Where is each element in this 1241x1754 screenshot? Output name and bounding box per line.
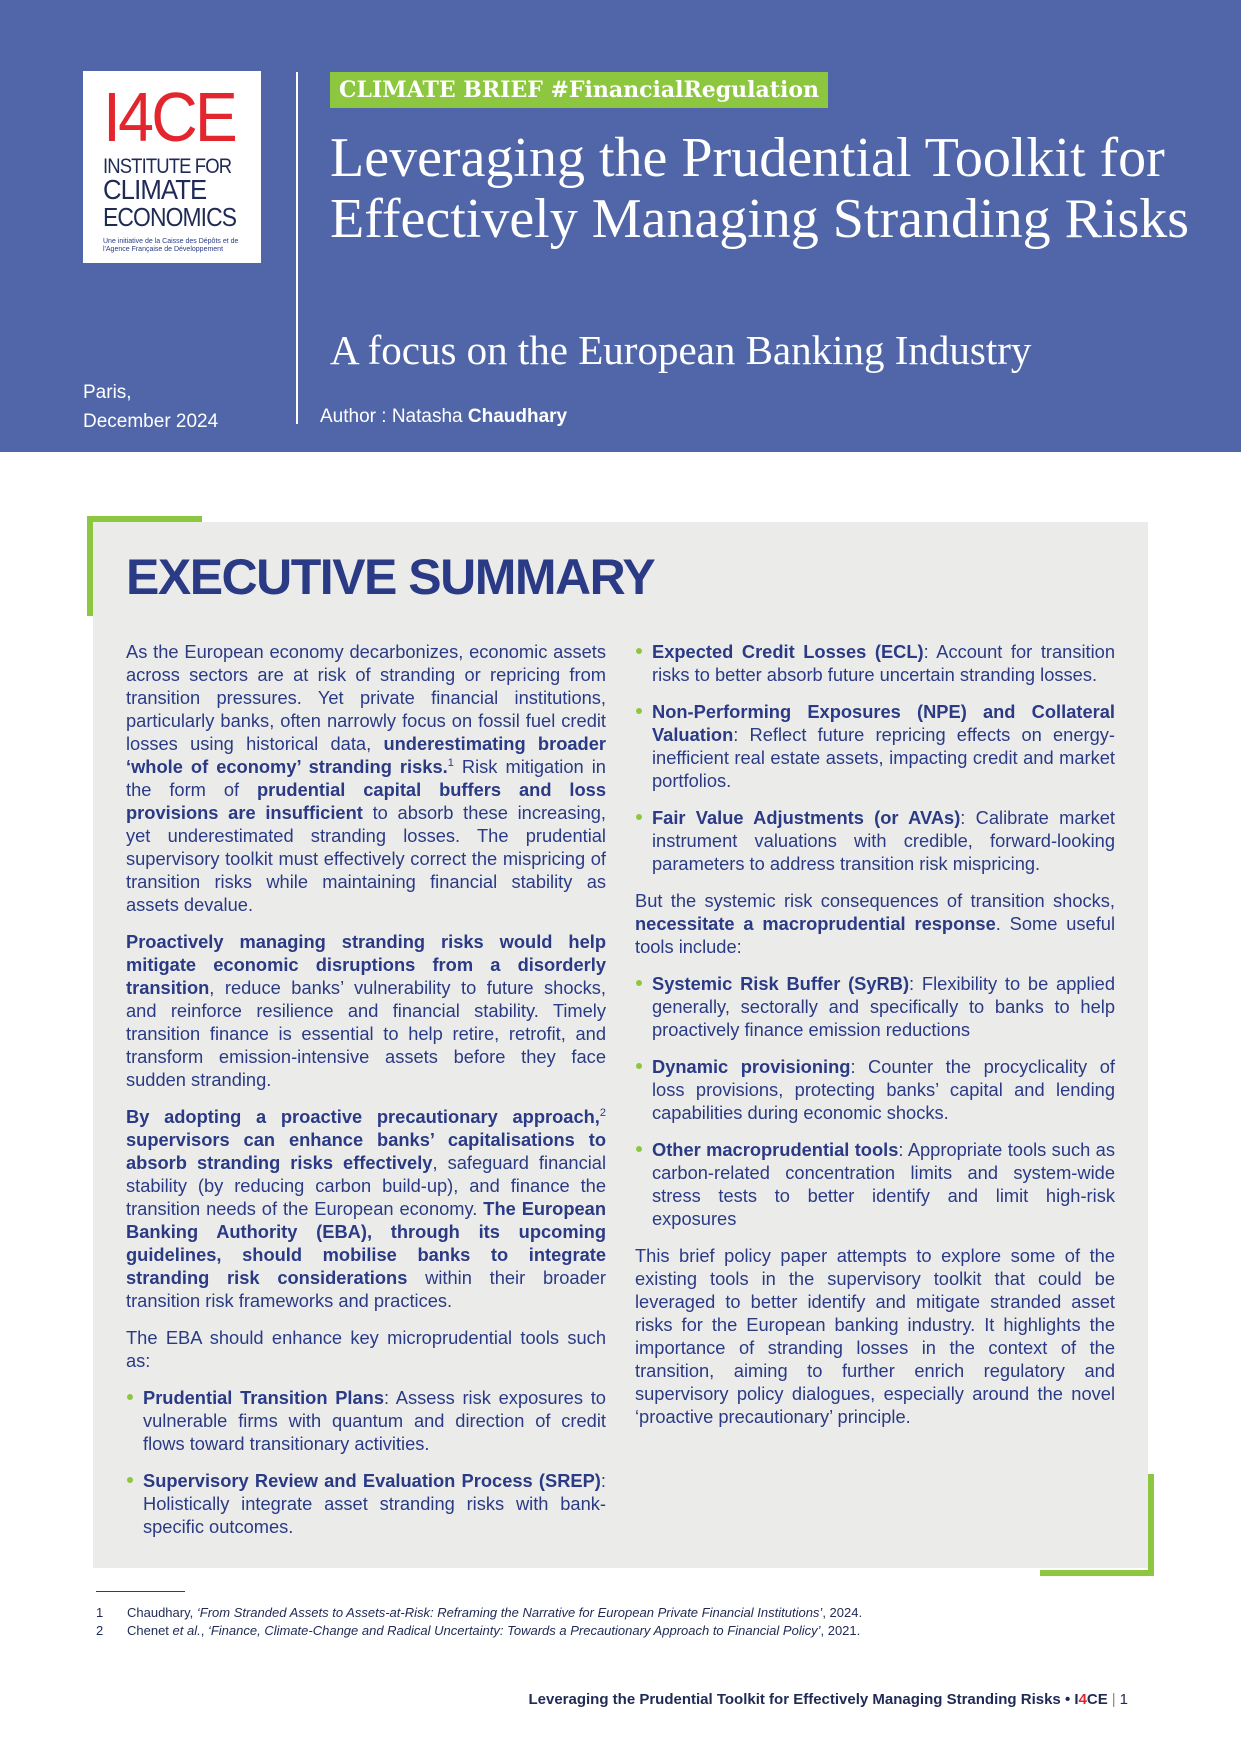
bullet-icon — [636, 708, 642, 714]
macro-tools-list — [635, 972, 1115, 1230]
summary-paragraph-3: By adopting a proactive precautionary approach,$^2$ supervisors can enhance banks’ capitalisations to absorb stranding risks effectively, safeguard financial stability (by reducing carbon build-up), and finance the transition needs of the European economy. The European Banking Authority (EBA), through its upcoming guidelines, should mobilise banks to integrate stranding risk considerations within their broader transition risk frameworks and practices. — [126, 1106, 607, 1311]
author-surname: Chaudhary — [467, 406, 568, 427]
list-item: Supervisory Review and Evaluation Process (SREP): Holistically integrate asset stranding risks with bank-specific outcomes. — [126, 1469, 606, 1538]
corner-accent-bottom — [1040, 1570, 1154, 1576]
corner-accent-top — [87, 516, 202, 522]
list-item: Non-Performing Exposures (NPE) and Collateral Valuation: Reflect future repricing effects on energy-inefficient real estate assets, impacting credit and market portfolios. — [635, 700, 1115, 792]
list-item: Expected Credit Losses (ECL): Account for transition risks to better absorb future uncertain stranding losses. — [635, 640, 1115, 686]
bullet-icon — [636, 980, 642, 986]
corner-accent-right — [1148, 1474, 1154, 1576]
document-subtitle: A focus on the European Banking Industry — [330, 327, 1032, 373]
publication-date: December 2024 — [83, 411, 219, 432]
author-prefix: Author : Natasha — [320, 406, 468, 427]
list-item: Systemic Risk Buffer (SyRB): Flexibility to be applied generally, sectorally and specifically to banks to help proactively finance emission reductions — [635, 972, 1115, 1041]
micro-tools-list-a — [126, 1386, 606, 1538]
footnote-2: 2 Chenet et al., ‘Finance, Climate-Change and Radical Uncertainty: Towards a Precautionary Approach to Financial Policy’, 2021. — [96, 1623, 861, 1638]
logo-tagline: Une initiative de la Caisse des Dépôts et de l'Agence Française de Développement — [103, 238, 239, 253]
document-title: Leveraging the Prudential Toolkit for Effectively Managing Stranding Risks — [330, 127, 1190, 250]
footer-title: Leveraging the Prudential Toolkit for Effectively Managing Stranding Risks — [528, 1691, 1061, 1708]
footnote-rule — [96, 1591, 185, 1592]
logo-wordmark: I4CE — [103, 78, 236, 156]
list-item: Dynamic provisioning: Counter the procyclicality of loss provisions, protecting banks’ capital and lending capabilities during economic shocks. — [635, 1055, 1115, 1124]
logo-line-1: INSTITUTE FOR — [103, 155, 232, 178]
page-number: 1 — [1119, 1691, 1128, 1708]
bullet-icon — [127, 1394, 133, 1400]
summary-left-column — [126, 640, 606, 1552]
publication-place: Paris, — [83, 382, 132, 403]
bullet-icon — [636, 648, 642, 654]
footnote-1: 1 Chaudhary, ‘From Stranded Assets to Assets-at-Risk: Reframing the Narrative for European Private Financial Institutions’, 2024. — [96, 1605, 863, 1620]
summary-paragraph-1: As the European economy decarbonizes, economic assets across sectors are at risk of stranding or repricing from transition pressures. Yet private financial institutions, particularly banks, often narrowly focus on fossil fuel credit losses using historical data, underestimating broader ‘whole of economy’ stranding risks.$^1$ Risk mitigation in the form of prudential capital buffers and loss provisions are insufficient to absorb these increasing, yet underestimated stranding losses. The prudential supervisory toolkit must effectively correct the mispricing of transition risks while maintaining financial stability as assets devalue. — [126, 641, 606, 915]
bullet-icon — [636, 1146, 642, 1152]
list-item: Other macroprudential tools: Appropriate tools such as carbon-related concentration limits and system-wide stress tests to better identify and limit high-risk exposures — [635, 1138, 1115, 1230]
page-footer: Leveraging the Prudential Toolkit for Effectively Managing Stranding Risks • I4CE | 1 — [528, 1691, 1128, 1708]
micro-tools-list-b — [635, 640, 1115, 875]
summary-right-column — [635, 640, 1115, 1442]
author-line — [320, 406, 567, 428]
summary-paragraph-6: This brief policy paper attempts to explore some of the existing tools in the supervisory toolkit that could be leveraged to better identify and mitigate stranded asset risks for the European banking industry. It highlights the importance of stranding losses in the context of the transition, aiming to further enrich regulatory and supervisory policy dialogues, especially around the novel ‘proactive precautionary’ principle. — [635, 1245, 1115, 1427]
brief-tag: CLIMATE BRIEF #FinancialRegulation — [330, 72, 828, 108]
header-banner — [0, 0, 1241, 452]
list-item: Prudential Transition Plans: Assess risk exposures to vulnerable firms with quantum and direction of credit flows toward transitionary activities. — [126, 1386, 606, 1455]
list-item: Fair Value Adjustments (or AVAs): Calibrate market instrument valuations with credible, forward-looking parameters to address transition risk mispricing. — [635, 806, 1115, 875]
summary-paragraph-5: But the systemic risk consequences of transition shocks, necessitate a macroprudential response. Some useful tools include: — [635, 890, 1116, 957]
logo-line-2: CLIMATE — [103, 174, 207, 205]
logo-line-3: ECONOMICS — [103, 202, 237, 232]
footer-brand: I4CE — [1074, 1691, 1108, 1708]
bullet-icon — [127, 1477, 133, 1483]
summary-paragraph-2: Proactively managing stranding risks would help mitigate economic disruptions from a disorderly transition, reduce banks’ vulnerability to future shocks, and reinforce resilience and financial stability. Timely transition finance is essential to help retire, retrofit, and transform emission-intensive assets before they face sudden stranding. — [126, 931, 606, 1090]
header-divider — [296, 72, 298, 424]
bullet-icon — [636, 1063, 642, 1069]
summary-paragraph-4: The EBA should enhance key microprudential tools such as: — [126, 1327, 606, 1371]
i4ce-logo — [83, 71, 261, 263]
summary-heading: EXECUTIVE SUMMARY — [126, 549, 655, 605]
publication-place-date — [83, 378, 218, 436]
corner-accent-left — [87, 516, 93, 616]
bullet-icon — [636, 814, 642, 820]
